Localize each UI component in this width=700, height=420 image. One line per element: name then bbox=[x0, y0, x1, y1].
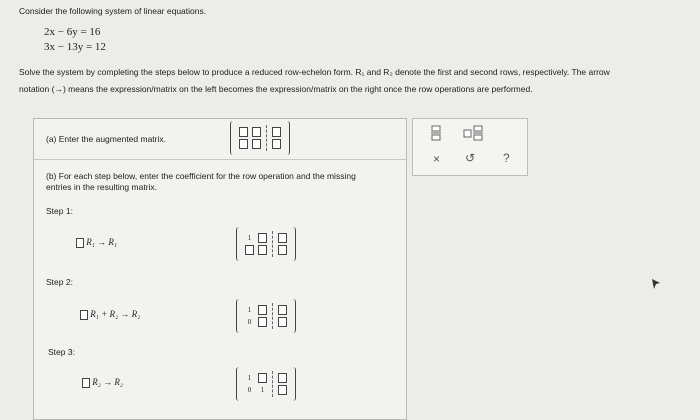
step-2-m11: 1 bbox=[247, 306, 252, 314]
mouse-cursor-icon bbox=[652, 276, 660, 294]
step-3-coefficient-input[interactable] bbox=[82, 378, 90, 388]
part-a-label: (a) Enter the augmented matrix. bbox=[46, 134, 167, 144]
step-2-op-text: R₁ + R₂ → R₂ bbox=[90, 309, 141, 319]
mixed-number-icon[interactable] bbox=[463, 125, 483, 146]
fraction-icon[interactable] bbox=[431, 125, 441, 146]
step-2-cell-23[interactable] bbox=[278, 317, 287, 327]
step-2-cell-13[interactable] bbox=[278, 305, 287, 315]
matrix-a-cell-13[interactable] bbox=[272, 127, 281, 137]
step-3-divider bbox=[272, 371, 273, 397]
equation-1: 2x − 6y = 16 bbox=[44, 26, 101, 38]
intro-text: Consider the following system of linear equations. bbox=[19, 6, 207, 16]
step-2-label: Step 2: bbox=[46, 277, 73, 287]
step-1-op-text: R₁ → R₁ bbox=[86, 237, 118, 247]
step-1-label: Step 1: bbox=[46, 206, 73, 216]
step-3-cell-12[interactable] bbox=[258, 373, 267, 383]
matrix-a-cell-22[interactable] bbox=[252, 139, 261, 149]
step-3-cell-13[interactable] bbox=[278, 373, 287, 383]
step-1-cell-21[interactable] bbox=[245, 245, 254, 255]
step-1-divider bbox=[272, 231, 273, 257]
step-2-matrix bbox=[236, 299, 296, 333]
step-2-operation bbox=[80, 309, 140, 320]
step-3-m11: 1 bbox=[247, 374, 252, 382]
matrix-a-cell-11[interactable] bbox=[239, 127, 248, 137]
matrix-a-cell-21[interactable] bbox=[239, 139, 248, 149]
step-1-operation bbox=[76, 237, 117, 248]
step-3-operation bbox=[82, 377, 123, 388]
step-2-m21: 0 bbox=[247, 318, 252, 326]
step-2-cell-12[interactable] bbox=[258, 305, 267, 315]
step-3-cell-23[interactable] bbox=[278, 385, 287, 395]
step-3-m22: 1 bbox=[260, 386, 265, 394]
step-3-op-text: R₂ → R₂ bbox=[92, 377, 124, 387]
undo-icon[interactable]: ↺ bbox=[465, 151, 476, 165]
matrix-a-cell-23[interactable] bbox=[272, 139, 281, 149]
step-2-cell-22[interactable] bbox=[258, 317, 267, 327]
step-2-divider bbox=[272, 303, 273, 329]
part-b-label-2: entries in the resulting matrix. bbox=[46, 182, 158, 192]
divider-line bbox=[34, 159, 406, 160]
step-2-coefficient-input[interactable] bbox=[80, 310, 88, 320]
step-3-matrix bbox=[236, 367, 296, 401]
equation-2: 3x − 13y = 12 bbox=[44, 41, 106, 53]
answer-panel bbox=[33, 118, 407, 420]
augment-divider bbox=[266, 125, 267, 151]
clear-icon[interactable]: × bbox=[433, 152, 441, 166]
step-3-m21: 0 bbox=[247, 386, 252, 394]
step-1-coefficient-input[interactable] bbox=[76, 238, 84, 248]
step-1-cell-22[interactable] bbox=[258, 245, 267, 255]
step-1-cell-13[interactable] bbox=[278, 233, 287, 243]
augmented-matrix bbox=[230, 121, 290, 155]
step-1-cell-23[interactable] bbox=[278, 245, 287, 255]
step-1-matrix bbox=[236, 227, 296, 261]
step-1-m11: 1 bbox=[247, 234, 252, 242]
math-toolbox bbox=[412, 118, 528, 176]
help-icon[interactable]: ? bbox=[503, 151, 510, 165]
instructions-line-2: notation (→) means the expression/matrix on the left becomes the expression/matrix on the right once the row operations are performed. bbox=[19, 84, 533, 94]
instructions-line-1: Solve the system by completing the steps below to produce a reduced row-echelon form. R₁ and R₂ denote the first and second rows, respectively. The arrow bbox=[19, 67, 610, 77]
matrix-a-cell-12[interactable] bbox=[252, 127, 261, 137]
step-1-cell-12[interactable] bbox=[258, 233, 267, 243]
step-3-label: Step 3: bbox=[48, 347, 75, 357]
part-b-label-1: (b) For each step below, enter the coefficient for the row operation and the missing bbox=[46, 171, 356, 181]
